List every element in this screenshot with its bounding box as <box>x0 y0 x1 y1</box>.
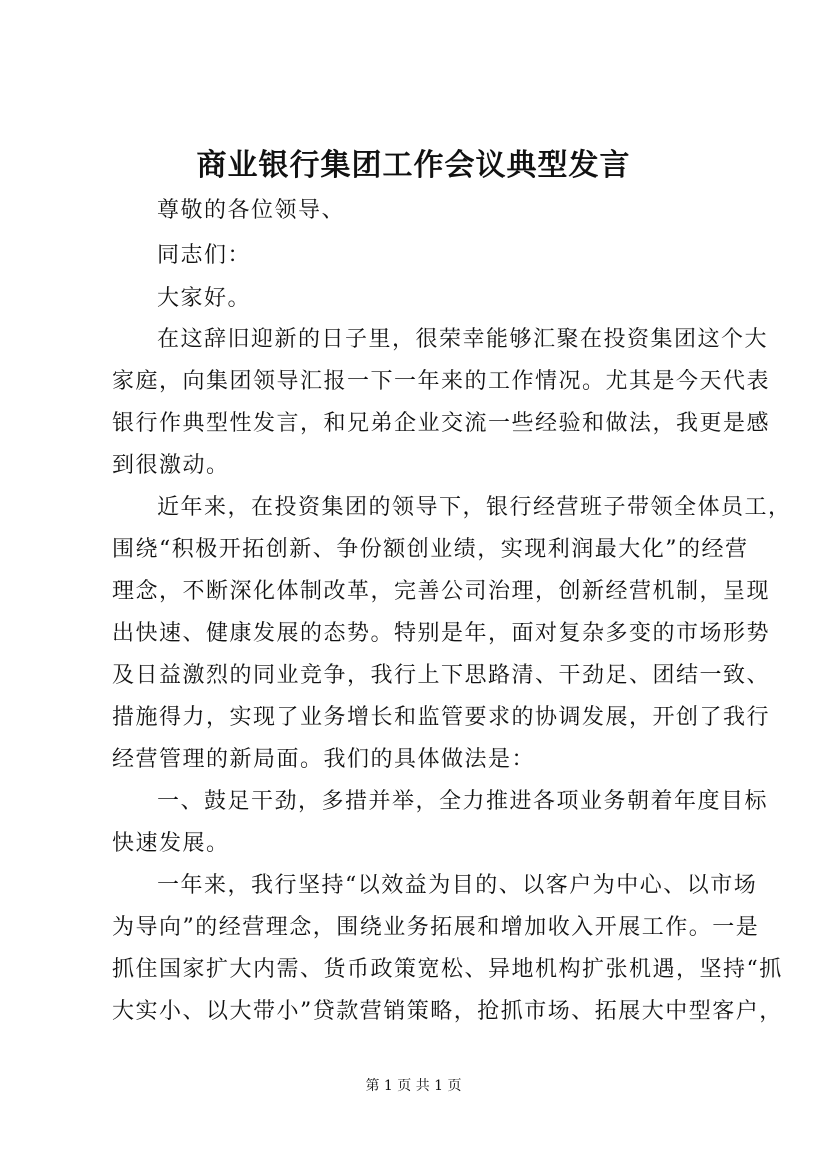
paragraph-2-line-7: 经营管理的新局面。我们的具体做法是： <box>112 747 536 772</box>
section-heading-line-1: 一、鼓足干劲，多措并举，全力推进各项业务朝着年度目标 <box>157 789 769 814</box>
paragraph-2-line-6: 措施得力，实现了业务增长和监管要求的协调发展，开创了我行 <box>112 705 771 730</box>
salutation-line-2: 同志们： <box>157 243 252 268</box>
paragraph-1-line-2: 家庭，向集团领导汇报一下一年来的工作情况。尤其是今天代表 <box>112 369 771 394</box>
greeting-line: 大家好。 <box>157 286 252 311</box>
paragraph-2-line-4: 出快速、健康发展的态势。特别是年，面对复杂多变的市场形势 <box>112 621 771 646</box>
paragraph-2-line-5: 及日益激烈的同业竞争，我行上下思路清、干劲足、团结一致、 <box>112 663 771 688</box>
paragraph-1-line-4: 到很激动。 <box>112 453 230 478</box>
paragraph-2-line-2: 围绕“积极开拓创新、争份额创业绩，实现利润最大化”的经营 <box>112 537 749 562</box>
document-title: 商业银行集团工作会议典型发言 <box>196 148 631 183</box>
salutation-line-1: 尊敬的各位领导、 <box>157 198 346 223</box>
paragraph-3-line-3: 抓住国家扩大内需、货币政策宽松、异地机构扩张机遇，坚持“抓 <box>112 957 783 982</box>
paragraph-1-line-3: 银行作典型性发言，和兄弟企业交流一些经验和做法，我更是感 <box>112 411 771 436</box>
paragraph-3-line-4: 大实小、以大带小”贷款营销策略，抢抓市场、拓展大中型客户， <box>112 999 783 1024</box>
paragraph-2-line-3: 理念，不断深化体制改革，完善公司治理，创新经营机制，呈现 <box>112 579 771 604</box>
page-number-footer: 第 1 页 共 1 页 <box>365 1078 462 1094</box>
paragraph-1-line-1: 在这辞旧迎新的日子里，很荣幸能够汇聚在投资集团这个大 <box>157 327 769 352</box>
paragraph-2-line-1: 近年来，在投资集团的领导下，银行经营班子带领全体员工， <box>157 495 792 520</box>
section-heading-line-2: 快速发展。 <box>112 831 230 856</box>
paragraph-3-line-2: 为导向”的经营理念，围绕业务拓展和增加收入开展工作。一是 <box>112 915 760 940</box>
paragraph-3-line-1: 一年来，我行坚持“以效益为目的、以客户为中心、以市场 <box>157 873 758 898</box>
